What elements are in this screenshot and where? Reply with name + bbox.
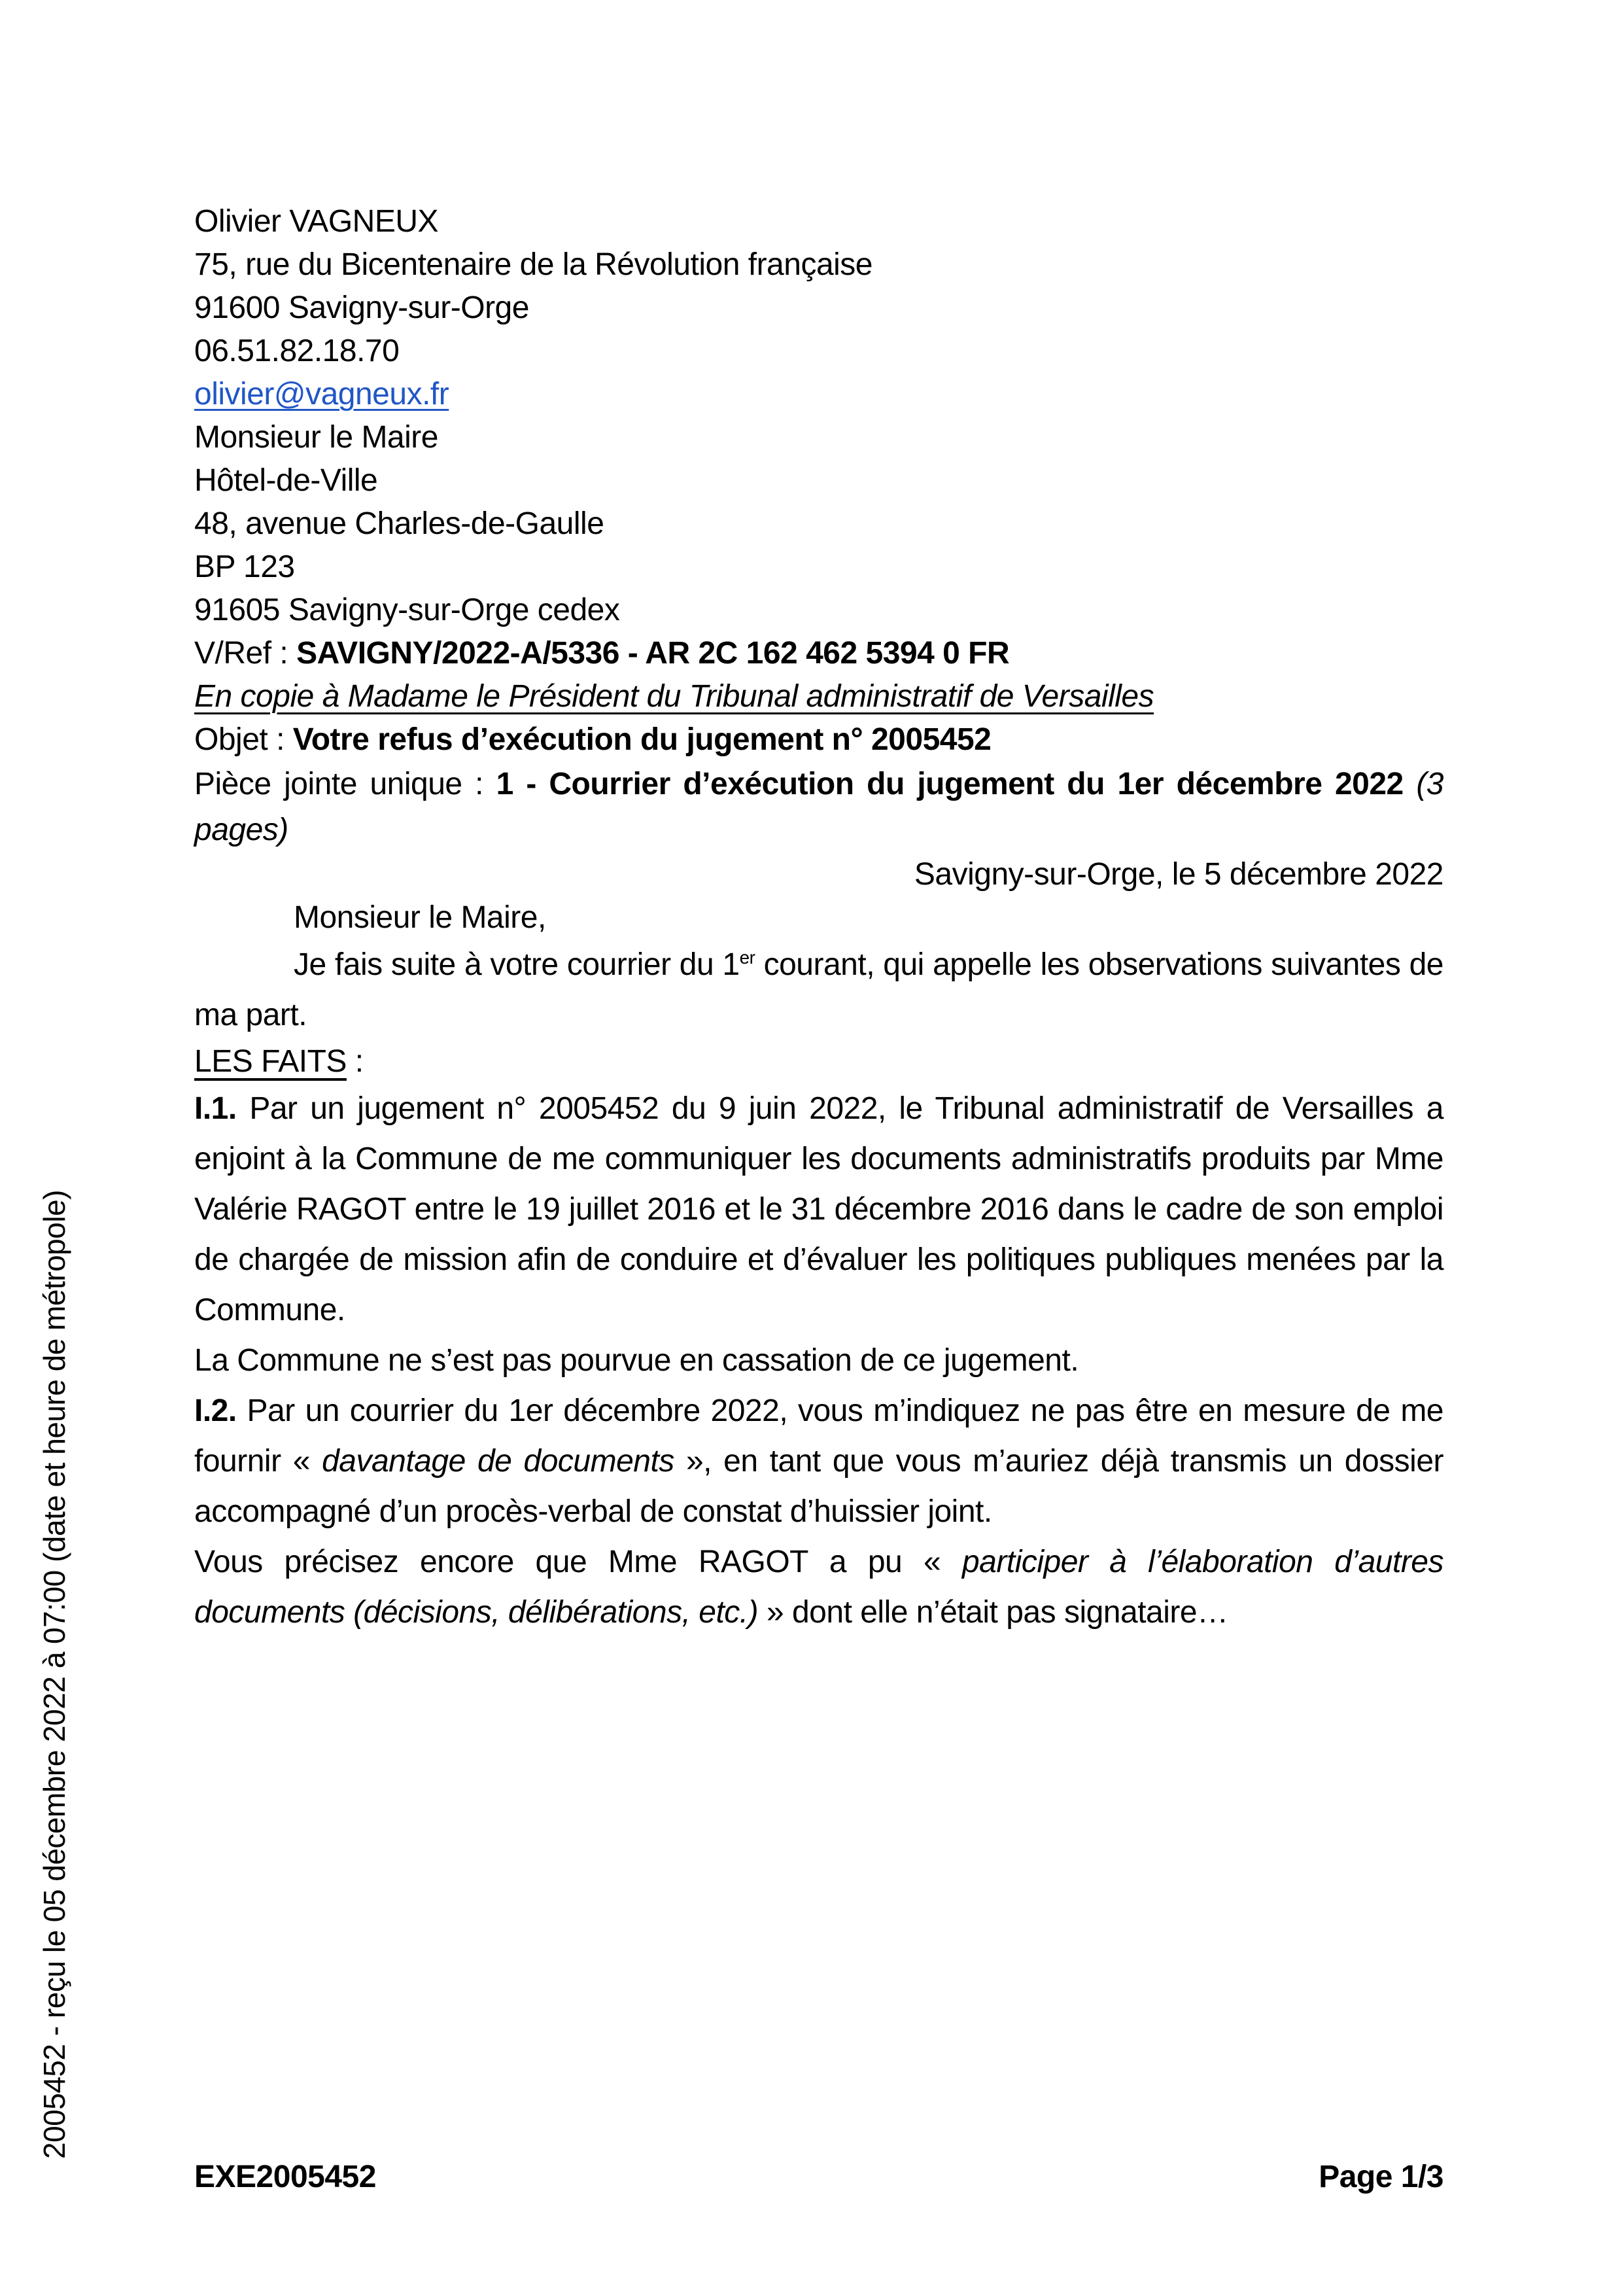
paragraph-precisions (194, 1537, 1443, 1638)
paragraph-precisions-quotation: participer à l’élaboration d’autres documents (décisions, délibérations, etc.) (194, 1545, 1443, 1630)
paragraph-i2-text-start: Par un courrier du 1er décembre 2022, vous m’indiquez ne pas être en mesure de me fournir « (194, 1393, 1443, 1479)
subject-value: Votre refus d’exécution du jugement n° 2005452 (292, 722, 992, 757)
paragraph-i2 (194, 1386, 1443, 1537)
paragraph-precisions-text-start: Vous précisez encore que Mme RAGOT a pu « (194, 1545, 962, 1579)
paragraph-i2-quotation: davantage de documents (322, 1444, 674, 1479)
attachment-label: Pièce jointe unique : (194, 767, 496, 801)
intro-text-end: courant, qui appelle les observations suivantes de ma part. (194, 947, 1443, 1032)
paragraph-i2-number: I.2. (194, 1393, 237, 1428)
intro-text-start: Je fais suite à votre courrier du 1 (294, 947, 740, 982)
received-stamp-vertical: 2005452 - reçu le 05 décembre 2022 à 07:00 (date et heure de métropole) (37, 1190, 71, 2159)
paragraph-precisions-text-end: » dont elle n’était pas signataire… (758, 1595, 1228, 1630)
sender-email-link[interactable]: olivier@vagneux.fr (194, 377, 449, 412)
attachment-value: 1 - Courrier d’exécution du jugement du 1er décembre 2022 (496, 767, 1417, 801)
section-heading-text: LES FAITS (194, 1044, 347, 1079)
paragraph-i1-text: Par un jugement n° 2005452 du 9 juin 2022, le Tribunal administratif de Versailles a enjoint à la Commune de me communiquer les documents administratifs produits par Mme Valérie RAGOT entre le 19 juillet 2016 et le 31 décembre 2016 dans le cadre de son emploi de chargée de mission afin de conduire et d’évaluer les politiques publiques menées par la Commune. (194, 1091, 1443, 1327)
section-heading-les-faits (194, 1040, 1443, 1083)
paragraph-i1-number: I.1. (194, 1091, 237, 1126)
reference-label: V/Ref : (194, 636, 297, 671)
subject-label: Objet : (194, 722, 293, 757)
sender-city: 91600 Savigny-sur-Orge (194, 290, 529, 325)
recipient-street: 48, avenue Charles-de-Gaulle (194, 506, 604, 541)
sender-phone: 06.51.82.18.70 (194, 334, 400, 368)
recipient-building: Hôtel-de-Ville (194, 463, 378, 498)
recipient-title: Monsieur le Maire (194, 420, 438, 455)
sender-email-line (194, 373, 1443, 416)
recipient-po-box: BP 123 (194, 550, 295, 584)
letter-content (194, 200, 1443, 1638)
paragraph-i1 (194, 1083, 1443, 1335)
paragraph-cassation: La Commune ne s’est pas pourvue en cassation de ce jugement. (194, 1343, 1079, 1378)
sender-block (194, 200, 1443, 416)
sender-name: Olivier VAGNEUX (194, 204, 439, 239)
footer-document-reference: EXE2005452 (194, 2160, 376, 2194)
page-footer (194, 2156, 1443, 2199)
copy-to-line: En copie à Madame le Président du Tribunal administratif de Versailles (194, 679, 1154, 714)
attachment-pages: (3 pages) (194, 767, 1443, 847)
salutation: Monsieur le Maire, (294, 900, 546, 935)
place-date-line: Savigny-sur-Orge, le 5 décembre 2022 (914, 857, 1443, 892)
intro-paragraph (194, 939, 1443, 1040)
recipient-city: 91605 Savigny-sur-Orge cedex (194, 593, 620, 627)
reference-line (194, 632, 1443, 675)
sender-street: 75, rue du Bicentenaire de la Révolution française (194, 247, 872, 282)
footer-page-number: Page 1/3 (1319, 2160, 1443, 2194)
subject-line (194, 718, 1443, 762)
section-heading-colon: : (346, 1044, 364, 1079)
paragraph-i2-text-end: », en tant que vous m’auriez déjà transmis un dossier accompagné d’un procès-verbal de constat d’huissier joint. (194, 1444, 1444, 1529)
reference-value: SAVIGNY/2022-A/5336 - AR 2C 162 462 5394 0 FR (296, 636, 1010, 671)
attachment-line (194, 762, 1443, 853)
ordinal-superscript: er (739, 947, 755, 968)
recipient-block (194, 416, 1443, 632)
